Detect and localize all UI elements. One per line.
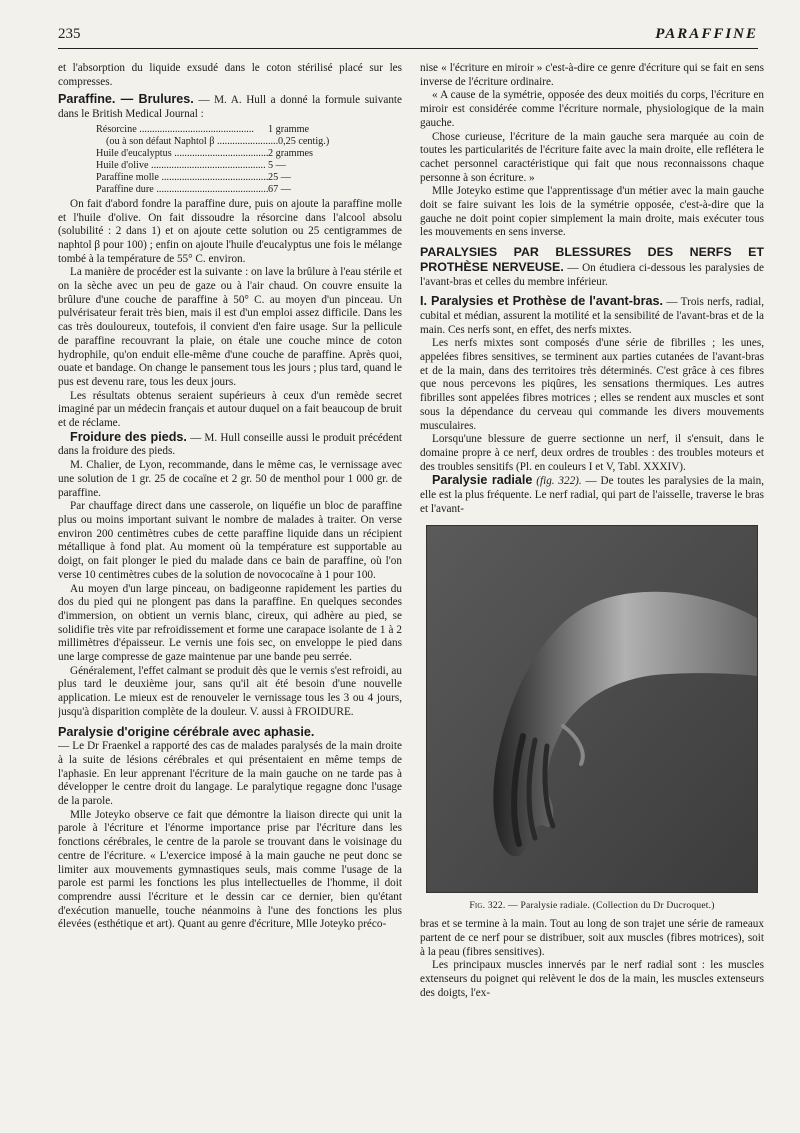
section-intro: — On étudiera ci-dessous les paralysies de l'avant-bras et celles du membre inférieur. [420,261,764,288]
ingredient-qty: 1 gramme [268,123,310,135]
paragraph: Au moyen d'un large pinceau, on badigeonne rapidement les parties du dos du pied qui ne plongent pas dans la paraffine. En quelques secondes d'immersion, on obtient un vernis blanc, cireux, qui adhère au pied, se solidifie très vite par refroidissement et forme une carapace isolante de 1 à 2 millimètres d'épaisseur. Le vernis une fois sec, on enveloppe le pied dans une large compresse de gaze maintenue par une bande peu serrée. [58,582,402,664]
paragraph: Mlle Joteyko observe ce fait que démontre la liaison directe qui unit la parole à l'écriture et l'énorme importance prise par l'écriture dans les fonctions cérébrales, le centre de la parole se trouvant dans le voisinage du centre de l'écriture. « L'exercice imposé à la main gauche ne peut donc se limiter aux mouvements gymnastiques seuls, mais comme l'usage de la parole est parmi les fonctions les plus intellectuelles de l'homme, il doit comprendre aussi l'écriture et le dessin car ce dernier, bien qu'étant d'exécution manuelle, touche néanmoins à l'une des fonctions les plus élevées (esthétique et art). Quant au genre d'écriture, Mlle Joteyko préco- [58,808,402,931]
ingredient-name: Résorcine ..... [96,124,268,136]
right-column [420,62,764,1122]
paragraph-text: — De toutes les paralysies de la main, elle est la plus fréquente. Le nerf radial, qui part de l'aisselle, traverse le bras et l'avant- [420,475,764,515]
ingredient-qty: 5 — [268,159,286,171]
paragraph: « A cause de la symétrie, opposée des deux moitiés du corps, l'écriture en miroir est considérée comme l'écriture normale, physiologique de la main gauche. [420,89,764,129]
paragraph: et l'absorption du liquide exsudé dans le coton stérilisé placé sur les compresses. [58,62,402,88]
hand-photograph [426,525,758,893]
paragraph: Lorsqu'une blessure de guerre sectionne un nerf, il s'ensuit, dans le domaine propre à ce nerf, deux ordres de troubles : des troubles moteurs et des troubles sensitifs (Pl. en couleurs I et V, Tabl. XXXIV). [420,433,764,473]
section-intro: — M. Hull conseille aussi le produit précédent dans la froidure des pieds. [58,431,402,458]
section-heading-feet: Froidure des pieds. [70,429,187,444]
paragraph [58,431,402,459]
paragraph: bras et se termine à la main. Tout au long de son trajet une série de rameaux partent de ce nerf pour se distribuer, soit aux muscles (fibres motrices), soit à la peau (fibres sensitives). [420,918,764,958]
paragraph [58,93,402,121]
paragraph [420,474,764,516]
paragraph: — Le Dr Fraenkel a rapporté des cas de malades paralysés de la main droite à la suite de lésions cérébrales et qui présentaient en même temps de l'aphasie. En leur apprenant l'écriture de la main gauche on ne tarde pas à développer le centre droit du langage. Le paralytique regagne donc l'usage de la parole. [58,740,402,808]
paragraph: Chose curieuse, l'écriture de la main gauche sera marquée au coin de toutes les particularités de l'écriture faite avec la main droite, elle reflétera le cachet personnel caractéristique qui fait que nous reconnaissons chaque personne à son écriture. » [420,130,764,184]
formula-row [96,148,402,160]
ingredient-qty: 67 — [268,183,291,195]
paragraph [420,246,764,289]
cross-reference: V. aussi à FROIDURE. [249,705,354,718]
paragraph: nise « l'écriture en miroir » c'est-à-dire ce genre d'écriture qui se fait en sens inverse de l'écriture ordinaire. [420,62,764,88]
formula-row [96,136,402,148]
ingredient-name: Paraffine dure ..... [96,184,268,196]
ingredient-name: Paraffine molle ..... [96,172,268,184]
ingredient-name: (ou à son défaut Naphtol β ..... [96,136,278,148]
section-heading-nerves: PARALYSIES PAR BLESSURES DES NERFS ET PROTHÈSE NERVEUSE. [420,245,764,274]
paragraph: Les principaux muscles innervés par le nerf radial sont : les muscles extenseurs du poignet qui relèvent le dos de la main, les muscles extenseurs des doigts, l'ex- [420,959,764,999]
formula-table [96,124,402,196]
running-title: PARAFFINE [655,26,758,42]
paragraph: La manière de procéder est la suivante : on lave la brûlure à l'eau stérile et on la sèche avec un peu de gaze ou à l'air chaud. On couvre ensuite la brûlure d'une couche de paraffine à 50° C. au moyen d'un pinceau. Un pulvérisateur ferait très bien, mais il est d'un emploi assez difficile. Dans les cas très douloureux, toutefois, il convient d'en faire usage. Sur la pellicule de paraffine recouvrant la plaie, on étale une couche mince de coton hydrophile, qu'on enduit elle-même d'une couche de paraffine. Après quoi, ouate et bandage. On change le pansement tous les jours ; plus tard, quand le pus est devenu rare, tous les deux jours. [58,266,402,388]
paragraph [420,295,764,337]
left-column [58,62,402,1122]
formula-row [96,184,402,196]
radial-paralysis-hand-image [427,526,757,892]
section-heading-forearm: I. Paralysies et Prothèse de l'avant-bras. [420,294,663,309]
ingredient-name: Huile d'eucalyptus ..... [96,148,268,160]
ingredient-qty: 2 grammes [268,147,313,159]
formula-row [96,124,402,136]
paragraph: Les nerfs mixtes sont composés d'une série de fibrilles ; les unes, appelées fibres sensitives, se terminent aux parties cutanées de l'avant-bras et de la main, dans des territoires très déterminés. C'est grâce à ces fibres que nous percevons les piqûres, les sensations thermiques. Les autres fibrilles sont appelées fibres motrices ; elles se rendent aux muscles et sont sous la dépendance du cerveau qui commande les divers mouvements musculaires. [420,337,764,432]
paragraph [58,726,402,741]
paragraph: Mlle Joteyko estime que l'apprentissage d'un métier avec la main gauche doit se faire suivant les lois de la symétrie opposée, c'est-à-dire que la gauche ne doit point copier simplement la main droite, mais exécuter tous les mouvements en sens inverse. [420,185,764,239]
paragraph-text: Généralement, l'effet calmant se produit dès que le vernis s'est refroidi, au plus tard le deuxième jour, sans qu'il ait été besoin d'une nouvelle application. Le mieux est de renouveler le vernissage tous les 3 ou 4 jours, jusqu'à disparition complète de la douleur. [58,664,402,718]
paragraph: Par chauffage direct dans une casserole, on liquéfie un bloc de paraffine plus ou moins important suivant le nombre de malades à traiter. On verse environ 200 centimètres cubes de cette paraffine liquide dans un récipient métallique à fond plat. Au moment où la température est supportable au doigt, on fait plonger le pied du malade dans ce bain de paraffine, où l'on verse 10 centimètres cubes de la solution de novococaïne à 1 pour 100. [58,500,402,581]
formula-row [96,172,402,184]
figure-reference: (fig. 322). [536,475,582,488]
paragraph-text: — Trois nerfs, radial, cubital et médian, assurent la motilité et la sensibilité de l'avant-bras et de la main. Ces nerfs sont, en effet, des nerfs mixtes. [420,296,764,336]
paragraph: Les résultats obtenus seraient supérieurs à ceux d'un remède secret imaginé par un médecin français et autour duquel on a fait beaucoup de bruit et de réclame. [58,389,402,430]
ingredient-qty: 25 — [268,171,291,183]
paragraph: On fait d'abord fondre la paraffine dure, puis on ajoute la paraffine molle et l'huile d'olive. On fait dissoudre la résorcine dans l'alcool absolu (solubilité : 2 dans 1) et on ajoute cette solution ou 25 centigrammes de naphtol β pour 100) ; enfin on ajoute l'huile d'eucalyptus une fois le mélange tombé à la température de 55° C. environ. [58,197,402,265]
ingredient-name: Huile d'olive ..... [96,160,268,172]
ingredient-qty: 0,25 centig.) [278,135,330,147]
paragraph: M. Chalier, de Lyon, recommande, dans le même cas, le vernissage avec une solution de 1 gr. 25 de cocaïne et 2 gr. 50 de menthol pour 1 000 gr. de paraffine. [58,459,402,499]
running-header [58,26,758,49]
page-number: 235 [58,26,81,42]
figure-caption [420,899,764,913]
figure-caption-text: — Paralysie radiale. (Collection du Dr Ducroquet.) [508,899,715,911]
paragraph [58,665,402,720]
formula-row [96,160,402,172]
section-heading-radial: Paralysie radiale [432,473,533,488]
section-heading-aphasia: Paralysie d'origine cérébrale avec aphasie. [58,724,315,739]
section-intro: — M. A. Hull a donné la formule suivante dans le British Medical Journal : [58,94,402,121]
figure-label: Fig. 322. [469,899,506,911]
section-heading-burns: Paraffine. — Brulures. [58,92,194,107]
figure-322 [420,525,764,913]
